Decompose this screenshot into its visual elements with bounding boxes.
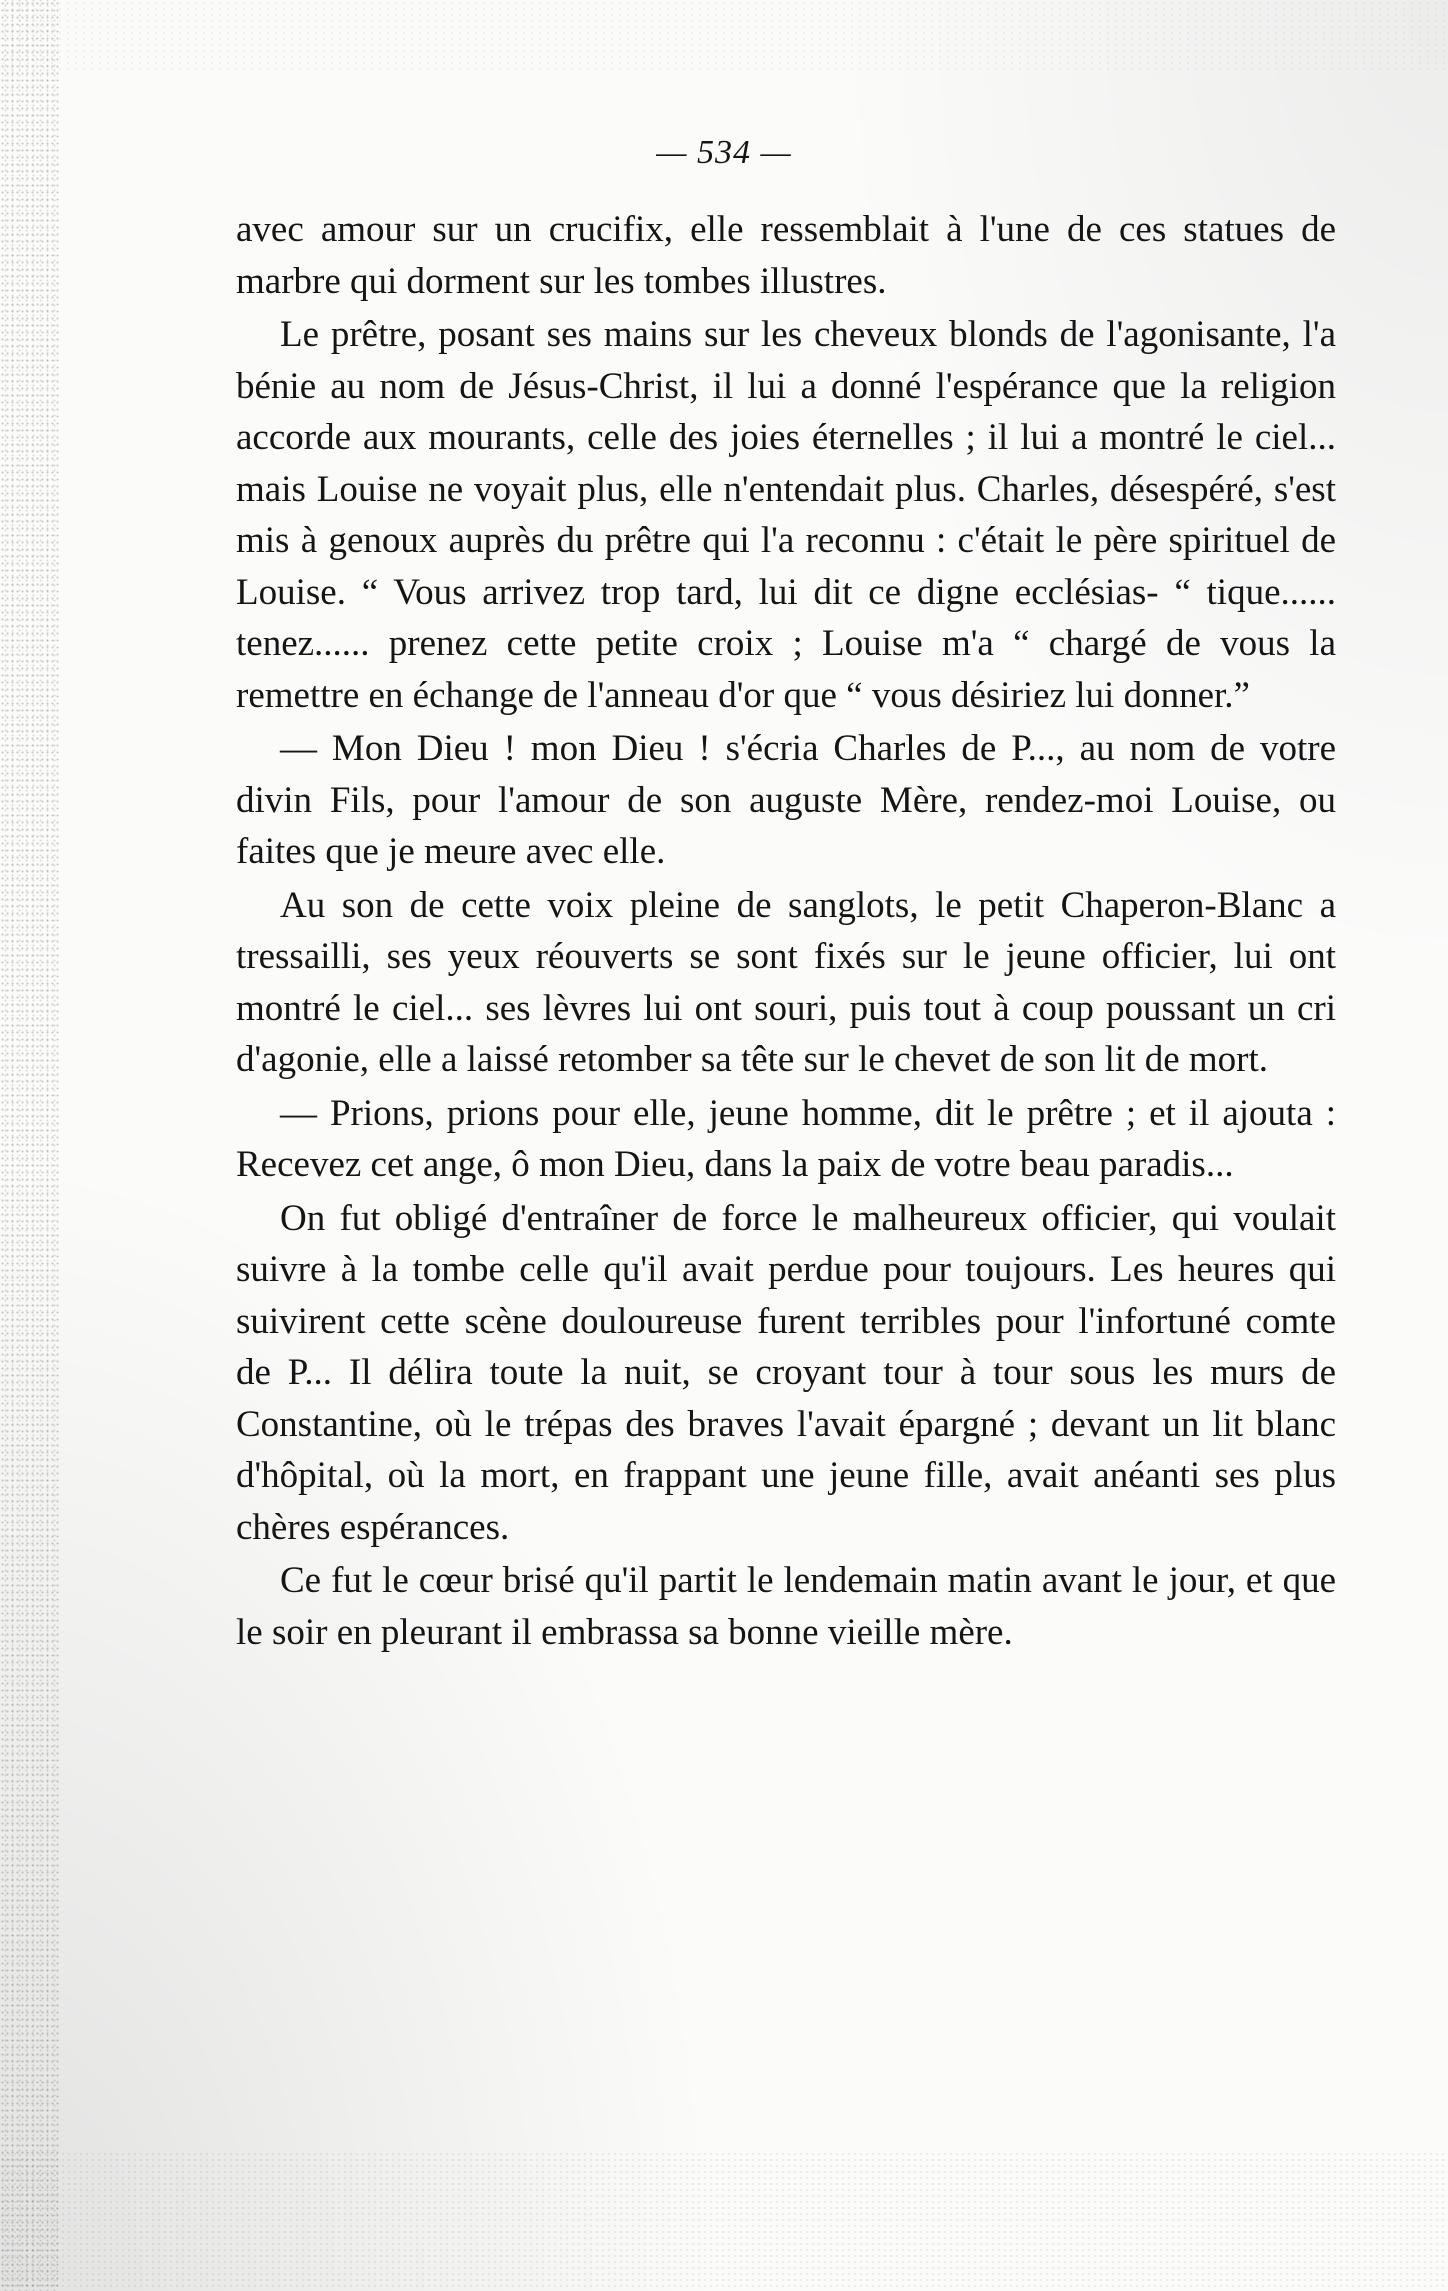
paragraph-continuation: avec amour sur un crucifix, elle ressemblait à l'une de ces statues de marbre qui dorment sur les tombes illustres. <box>236 209 1336 302</box>
paper-speckle-top <box>0 0 1448 70</box>
paragraph-charles-cry: — Mon Dieu ! mon Dieu ! s'écria Charles de P..., au nom de votre divin Fils, pour l'amour de son auguste Mère, rendez-moi Louise, ou faites que je meure avec elle. <box>236 728 1336 872</box>
body-text <box>236 204 1336 1660</box>
page-number: — 534 — <box>656 134 792 171</box>
paper-speckle-left-edge <box>0 0 60 2291</box>
paragraph-prayer: — Prions, prions pour elle, jeune homme, dit le prêtre ; et il ajouta : Recevez cet ange, ô mon Dieu, dans la paix de votre beau paradis... <box>236 1092 1336 1185</box>
paper-speckle-bottom <box>0 2151 1448 2291</box>
paragraph-officer-grief: On fut obligé d'entraîner de force le malheureux officier, qui voulait suivre à la tombe celle qu'il avait perdue pour toujours. Les heures qui suivirent cette scène douloureuse furent terribles pour l'infortuné comte de P... Il délira toute la nuit, se croyant tour à tour sous les murs de Constantine, où le trépas des braves l'avait épargné ; devant un lit blanc d'hôpital, où la mort, en frappant une jeune fille, avait anéanti ses plus chères espérances. <box>236 1197 1336 1548</box>
paragraph-departure: Ce fut le cœur brisé qu'il partit le lendemain matin avant le jour, et que le soir en pleurant il embrassa sa bonne vieille mère. <box>236 1560 1336 1653</box>
paragraph-priest-blessing: Le prêtre, posant ses mains sur les cheveux blonds de l'agonisante, l'a bénie au nom de Jésus-Christ, il lui a donné l'espérance que la religion accorde aux mourants, celle des joies éternelles ; il lui a montré le ciel... mais Louise ne voyait plus, elle n'entendait plus. Charles, désespéré, s'est mis à genoux auprès du prêtre qui l'a reconnu : c'était le père spirituel de Louise. “ Vous arrivez trop tard, lui dit ce digne ecclésias- “ tique...... tenez...... prenez cette petite croix ; Louise m'a “ chargé de vous la remettre en échange de l'anneau d'or que “ vous désiriez lui donner.” <box>236 314 1336 716</box>
paragraph-chaperon-death: Au son de cette voix pleine de sanglots, le petit Chaperon-Blanc a tressailli, ses yeux réouverts se sont fixés sur le jeune officier, lui ont montré le ciel... ses lèvres lui ont souri, puis tout à coup poussant un cri d'agonie, elle a laissé retomber sa tête sur le chevet de son lit de mort. <box>236 884 1336 1080</box>
